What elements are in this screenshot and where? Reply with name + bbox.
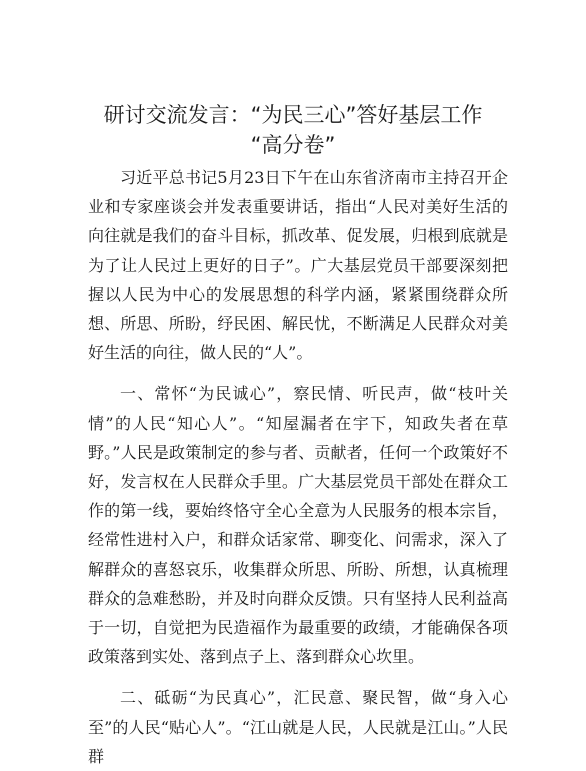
document-title-line2: “高分卷” — [250, 133, 336, 157]
document-title-line1: 研讨交流发言：“为民三心”答好基层工作 — [103, 103, 483, 127]
paragraph-intro: 习近平总书记5月23日下午在山东省济南市主持召开企业和专家座谈会并发表重要讲话，指出“人民对美好生活的向往就是我们的奋斗目标，抓改革、促发展，归根到底就是为了让人民过上更好的日子”。广大基层党员干部要深刻把握以人民为中心的发展思想的科学内涵，紧紧围绕群众所想、所思、所盼，纾民困、解民忧，不断满足人民群众对美好生活的向往，做人民的“人”。 — [88, 168, 508, 363]
paragraph-section-1: 一、常怀“为民诚心”，察民情、听民声，做“枝叶关情”的人民“知心人”。“知屋漏者在宇下，知政失者在草野。”人民是政策制定的参与者、贡献者，任何一个政策好不好，发言权在人民群众手里。广大基层党员干部处在群众工作的第一线，要始终恪守全心全意为人民服务的根本宗旨，经常性进村入户，和群众话家常、聊变化、问需求，深入了解群众的喜怒哀乐，收集群众所思、所盼、所想，认真梳理群众的急难愁盼，并及时向群众反馈。只有坚持人民利益高于一切，自觉把为民造福作为最重要的政绩，才能确保各项政策落到实处、落到点子上、落到群众心坎里。 — [88, 384, 508, 667]
document-body — [88, 163, 508, 771]
paragraph-section-2: 二、砥砺“为民真心”，汇民意、聚民智，做“身入心至”的人民“贴心人”。“江山就是人民，人民就是江山。”人民群 — [88, 688, 508, 766]
